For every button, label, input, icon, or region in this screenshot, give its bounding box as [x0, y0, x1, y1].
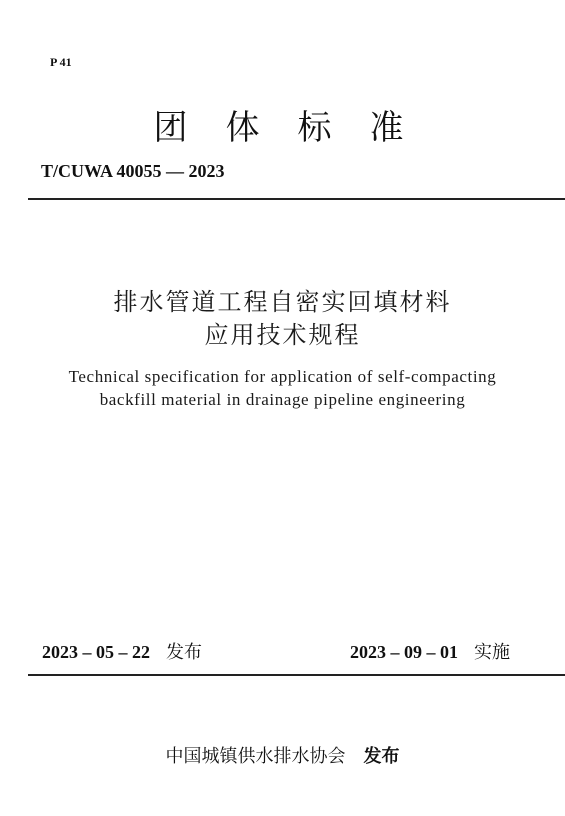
- classification-code: P 41: [50, 55, 72, 69]
- implementation-date: 2023 – 09 – 01: [350, 642, 458, 662]
- chinese-title-line-2: 应用技术规程: [204, 321, 361, 349]
- standard-type-heading: 团体标准: [153, 108, 442, 148]
- issue-date: 2023 – 05 – 22: [42, 642, 150, 662]
- publisher-line: [0, 742, 565, 768]
- chinese-title-line-1: 排水管道工程自密实回填材料: [113, 288, 452, 316]
- english-title-line-2: backfill material in drainage pipeline engineering: [99, 390, 466, 409]
- implementation-label: 实施: [474, 642, 510, 663]
- english-title-line-1: Technical specification for application of self-compacting: [68, 367, 497, 386]
- standard-number: T/CUWA 40055 — 2023: [41, 161, 225, 181]
- bottom-divider: [28, 674, 565, 676]
- implementation-date-block: [350, 638, 510, 664]
- issue-date-block: [42, 638, 202, 664]
- top-divider: [28, 198, 565, 200]
- publisher-label: 发布: [363, 746, 400, 767]
- publisher-name: 中国城镇供水排水协会: [165, 746, 346, 767]
- issue-label: 发布: [166, 642, 202, 663]
